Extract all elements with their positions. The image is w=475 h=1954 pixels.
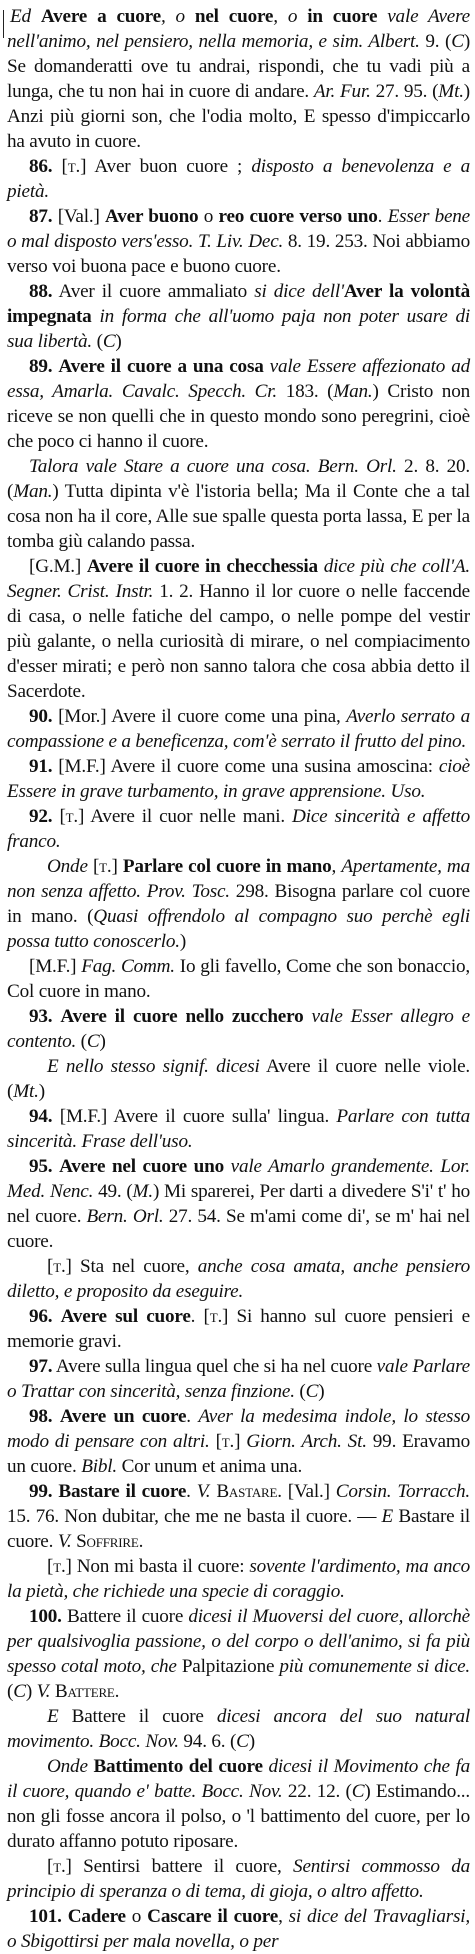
entry-text: ]: [234, 1431, 247, 1452]
italic-text: Aver la medesima indole, lo stesso modo di pensare con altri.: [7, 1406, 470, 1452]
entry-text: 2. 8. 20. (: [7, 456, 470, 502]
entry-text: . [Val.]: [277, 1481, 336, 1502]
dictionary-entry: [7, 204, 470, 279]
italic-text: vale Avere nell'animo, nel pensiero, nella memoria, e sim. Albert.: [7, 6, 470, 52]
headword: Battimento del cuore: [93, 1756, 263, 1777]
italic-text: Esser bene o mal disposto vers'esso. T. Liv. Dec.: [7, 206, 470, 252]
entry-text: [G.M.]: [29, 556, 87, 577]
italic-text: V.: [196, 1481, 211, 1502]
dictionary-entry: [7, 554, 470, 704]
entry-text: Aver il cuore ammaliato: [52, 281, 255, 302]
entry-text: ): [248, 1731, 255, 1752]
entry-number: 101.: [29, 1906, 62, 1927]
small-caps-text: t.: [67, 156, 81, 177]
dictionary-entry: [7, 1554, 470, 1604]
italic-text: C: [102, 331, 116, 352]
headword: Aver la volontà impegnata: [7, 281, 470, 327]
italic-text: in forma che all'uomo paja non poter usare di sua libertà.: [7, 306, 470, 352]
italic-text: C: [86, 1031, 100, 1052]
entry-number: 89.: [29, 356, 53, 377]
headword: Cadere: [67, 1906, 126, 1927]
entry-text: 99. Eravamo un cuore.: [7, 1431, 470, 1477]
dictionary-entry: [7, 154, 470, 204]
dictionary-entry: [7, 1104, 470, 1154]
italic-text: Mt.: [13, 1081, 39, 1102]
italic-text: cioè Essere in grave turbamento, in grave apprensione. Uso.: [7, 756, 470, 802]
italic-text: V.: [36, 1681, 51, 1702]
italic-text: C: [351, 1781, 365, 1802]
italic-text: dice più che coll'A. Segner. Crist. Instr.: [7, 556, 471, 602]
small-caps-text: t.: [53, 1256, 66, 1277]
italic-text: M.: [132, 1181, 153, 1202]
dictionary-entry: [7, 754, 470, 804]
entry-text: ) Tutta dipinta v'è l'istoria bella; Ma il Conte che a tal cosa non ha il core, Alle sue spalle questa porta lassa, E per la tomba giù calando passa.: [7, 481, 470, 552]
headword: Avere il cuore nello zucchero: [60, 1006, 304, 1027]
entry-text: Avere il cuore nelle viole. (: [7, 1056, 471, 1102]
dictionary-entry: [7, 1479, 470, 1554]
italic-text: si dice dell': [254, 281, 344, 302]
entry-text: 27. 95. (: [370, 81, 439, 102]
headword: Cascare il cuore: [147, 1906, 279, 1927]
italic-text: Onde: [47, 1756, 88, 1777]
entry-text: (: [7, 1681, 14, 1702]
entry-text: Avere sulla lingua quel che si ha nel cuore: [52, 1356, 377, 1377]
entry-text: [: [87, 856, 100, 877]
entry-text: [: [209, 1431, 222, 1452]
small-caps-text: t.: [53, 1556, 66, 1577]
headword: Avere sul cuore: [60, 1306, 191, 1327]
entry-text: (: [92, 331, 103, 352]
entry-number: 93.: [29, 1006, 53, 1027]
italic-text: Bibl.: [81, 1456, 117, 1477]
italic-text: Averlo serrato a compassione e a beneficenza, com'è serrato il frutto del pino.: [7, 706, 470, 752]
entry-text: ) Mi sparerei, Per darti a divedere S'i' t' ho nel cuore.: [7, 1181, 470, 1227]
entry-text: 183. (: [277, 381, 334, 402]
entry-number: 88.: [29, 281, 53, 302]
entry-text: ): [99, 1031, 106, 1052]
dictionary-entry: [7, 279, 470, 354]
entry-number: 100.: [29, 1606, 62, 1627]
headword: Parlare col cuore in mano: [122, 856, 332, 877]
entry-text: ] Aver buon cuore ;: [80, 156, 252, 177]
dictionary-entry: [7, 1904, 470, 1954]
entry-text: 298. Bisogna parlare col cuore in mano. (: [7, 881, 471, 927]
dictionary-entry: [7, 1354, 470, 1404]
headword: Avere il cuore a una cosa: [58, 356, 264, 377]
italic-text: E: [381, 1506, 394, 1527]
italic-text: Giorn. Arch. St.: [246, 1431, 367, 1452]
entry-text: Cor unum et anima una.: [116, 1456, 303, 1477]
italic-text: E nello stesso signif. dicesi: [47, 1056, 260, 1077]
entry-text: 49. (: [93, 1181, 133, 1202]
margin-rule: [3, 10, 4, 38]
entry-text: 8. 19. 253. Noi abbiamo verso voi buona pace e buono cuore.: [7, 231, 470, 277]
italic-text: Mt.: [438, 81, 464, 102]
entry-text: o: [125, 1906, 148, 1927]
entry-text: .: [377, 206, 388, 227]
italic-text: vale Parlare o Trattar con sincerità, senza finzione.: [7, 1356, 470, 1402]
italic-text: dicesi ancora del suo natural movimento. Bocc. Nov.: [7, 1706, 470, 1752]
italic-text: E: [47, 1706, 59, 1727]
italic-text: Quasi offrendolo al compagno suo perchè egli possa tutto conoscerlo.: [7, 906, 470, 952]
entry-text: . [: [190, 1306, 210, 1327]
italic-text: più comunemente si dice.: [279, 1656, 470, 1677]
entry-text: Battere il cuore: [61, 1606, 189, 1627]
entry-number: 99.: [29, 1481, 53, 1502]
italic-text: vale Essere affezionato ad essa, Amarla. Cavalc. Specch. Cr.: [7, 356, 470, 402]
entry-number: 86.: [29, 156, 53, 177]
entry-text: ,: [278, 1906, 289, 1927]
dictionary-entry: [7, 804, 470, 854]
entry-text: ): [179, 931, 187, 952]
entry-number: 90.: [29, 706, 53, 727]
entry-text: 27. 54. Se m'ami come di', se m' hai nel cuore.: [7, 1206, 471, 1252]
entry-text: 22. 12. (: [282, 1781, 352, 1802]
italic-text: sovente l'ardimento, ma anco la pietà, che richiede una specie di coraggio.: [7, 1556, 471, 1602]
entry-text: [: [47, 1856, 54, 1877]
dictionary-entry: [7, 1754, 470, 1854]
dictionary-entry: [7, 4, 470, 154]
entry-text: [: [47, 1556, 54, 1577]
entry-text: o: [198, 206, 219, 227]
small-caps-text: t.: [65, 806, 78, 827]
italic-text: Ed: [10, 6, 41, 27]
italic-text: C: [305, 1381, 319, 1402]
small-caps-text: t.: [221, 1431, 235, 1452]
entry-text: ): [115, 331, 122, 352]
entry-number: 91.: [29, 756, 53, 777]
entry-text: ): [38, 1081, 45, 1102]
entry-number: 94.: [29, 1106, 53, 1127]
dictionary-entry: [7, 954, 470, 1004]
entry-text: .: [114, 1681, 120, 1702]
entry-text: Bastare il cuore.: [7, 1506, 470, 1552]
dictionary-entry: [7, 1604, 470, 1704]
dictionary-entry: [7, 354, 470, 454]
italic-text: vale Amarlo grandemente. Lor. Med. Nenc.: [7, 1156, 470, 1202]
entry-text: [: [52, 806, 66, 827]
small-caps-text: t.: [209, 1306, 223, 1327]
small-caps-text: Soffrire: [76, 1531, 139, 1552]
dictionary-entry: [7, 704, 470, 754]
dictionary-entries: [7, 4, 470, 1954]
entry-text: ] Sta nel cuore,: [65, 1256, 198, 1277]
headword: Avere un cuore: [59, 1406, 187, 1427]
entry-text: ] Sentirsi battere il cuore,: [65, 1856, 294, 1877]
entry-text: [52, 1406, 59, 1427]
italic-text: Talora vale Stare a cuore una cosa. Bern. Orl.: [29, 456, 397, 477]
entry-text: 9. (: [419, 31, 452, 52]
entry-number: 96.: [29, 1306, 53, 1327]
italic-text: Fag. Comm.: [81, 956, 175, 977]
small-caps-text: t.: [53, 1856, 66, 1877]
entry-text: [M.F.]: [29, 956, 82, 977]
entry-text: .: [186, 1481, 197, 1502]
italic-text: si dice del Travagliarsi, o Sbigottirsi per mala novella, o per: [7, 1906, 470, 1952]
italic-text: dicesi il Movimento che fa il cuore, quando e' batte. Bocc. Nov.: [7, 1756, 470, 1802]
entry-text: ): [318, 1381, 325, 1402]
entry-text: ] Si hanno sul cuore pensieri e memorie gravi.: [7, 1306, 470, 1352]
italic-text: anche cosa amata, anche pensiero diletto, e proposito da eseguire.: [7, 1256, 470, 1302]
entry-text: .: [186, 1406, 199, 1427]
entry-text: ) Cristo non riceve se non quelli che in questo mondo sono peregrini, cioè che poco ci hanno il cuore.: [7, 381, 470, 452]
dictionary-entry: [7, 854, 470, 954]
dictionary-entry: [7, 1154, 470, 1254]
entry-number: 97.: [29, 1356, 53, 1377]
dictionary-entry: [7, 1854, 470, 1904]
headword: Avere a cuore: [40, 6, 161, 27]
headword: nel cuore: [194, 6, 274, 27]
entry-text: ,: [331, 856, 342, 877]
entry-text: 1. 2. Hanno il lor cuore o nelle faccende di casa, o nelle fatiche del campo, o nelle pompe del vestir più galante, o nella curiosità di mirare, o nel compiacimento d'esser mirati; e però non sanno talora che cosa abbia detto il Sacerdote.: [7, 581, 470, 702]
italic-text: Man.: [13, 481, 53, 502]
entry-text: [Val.]: [52, 206, 105, 227]
headword: in cuore: [307, 6, 378, 27]
entry-text: [M.F.] Avere il cuore sulla' lingua.: [52, 1106, 337, 1127]
entry-text: [52, 1306, 60, 1327]
dictionary-entry: [7, 1704, 470, 1754]
entry-number: 92.: [29, 806, 53, 827]
entry-text: 15. 76. Non dubitar, che me ne basta il cuore. —: [7, 1506, 382, 1527]
entry-text: (: [76, 1031, 87, 1052]
italic-text: C: [13, 1681, 26, 1702]
entry-text: .: [138, 1531, 144, 1552]
dictionary-entry: [7, 1054, 470, 1104]
headword: reo cuore verso uno: [218, 206, 378, 227]
entry-number: 98.: [29, 1406, 53, 1427]
headword: Aver buono: [105, 206, 199, 227]
entry-number: 95.: [29, 1156, 53, 1177]
entry-text: [: [52, 156, 68, 177]
small-caps-text: t.: [99, 856, 112, 877]
entry-text: (: [294, 1381, 306, 1402]
dictionary-entry: [7, 1004, 470, 1054]
entry-text: ): [25, 1681, 37, 1702]
entry-text: ) Se domanderatti ove tu andrai, rispondi, che tu vadi più a lunga, che tu non hai in cuore di andare.: [7, 31, 471, 102]
dictionary-entry: [7, 454, 470, 554]
italic-text: Ar. Fur.: [313, 81, 371, 102]
italic-text: , o: [273, 6, 308, 27]
italic-text: C: [236, 1731, 249, 1752]
entry-text: ) Anzi più giorni son, che l'odia molto, E spesso d'impiccarlo ha avuto in cuore.: [7, 81, 470, 152]
dictionary-entry: [7, 1254, 470, 1304]
italic-text: Bern. Orl.: [86, 1206, 164, 1227]
small-caps-text: Bastare: [216, 1481, 278, 1502]
entry-text: ) Estimando... non gli fosse ancora il polso, o 'l battimento del cuore, per lo durato affanno potuto riposare.: [7, 1781, 470, 1852]
entry-text: [: [47, 1256, 54, 1277]
italic-text: Man.: [333, 381, 373, 402]
entry-text: ] Non mi basta il cuore:: [65, 1556, 250, 1577]
italic-text: Dice sincerità e affetto franco.: [7, 806, 470, 852]
entry-text: [M.F.] Avere il cuore come una susina amoscina:: [52, 756, 439, 777]
headword: Avere il cuore in checchessia: [86, 556, 318, 577]
italic-text: Parlare con tutta sincerità. Frase dell'uso.: [7, 1106, 470, 1152]
dictionary-entry: [7, 1404, 470, 1479]
italic-text: V.: [57, 1531, 72, 1552]
italic-text: Sentirsi commosso da principio di speranza o di tema, di gioja, o altro affetto.: [7, 1856, 471, 1902]
italic-text: C: [451, 31, 464, 52]
entry-text: [Mor.] Avere il cuore come una pina,: [52, 706, 347, 727]
italic-text: Corsin. Torracch.: [335, 1481, 470, 1502]
headword: Bastare il cuore: [58, 1481, 187, 1502]
dictionary-entry: [7, 1304, 470, 1354]
italic-text: vale Esser allegro e contento.: [7, 1006, 470, 1052]
entry-text: Io gli favello, Come che son bonaccio, Col cuore in mano.: [7, 956, 470, 1002]
italic-text: , o: [160, 6, 195, 27]
entry-text: ]: [111, 856, 123, 877]
small-caps-text: Battere: [54, 1681, 115, 1702]
entry-number: 87.: [29, 206, 53, 227]
entry-text: ] Avere il cuor nelle mani.: [78, 806, 293, 827]
italic-text: Onde: [47, 856, 88, 877]
italic-text: Apertamente, ma non senza affetto. Prov. Tosc.: [7, 856, 470, 902]
entry-text: Palpitazione: [176, 1656, 280, 1677]
entry-text: 94. 6. (: [178, 1731, 237, 1752]
italic-text: dicesi il Muoversi del cuore, allorchè per qualsivoglia passione, o del corpo o dell'animo, si fa più spesso cotal moto, che: [7, 1606, 470, 1677]
italic-text: disposto a benevolenza e a pietà.: [7, 156, 470, 202]
headword: Avere nel cuore uno: [59, 1156, 224, 1177]
entry-text: Battere il cuore: [58, 1706, 217, 1727]
